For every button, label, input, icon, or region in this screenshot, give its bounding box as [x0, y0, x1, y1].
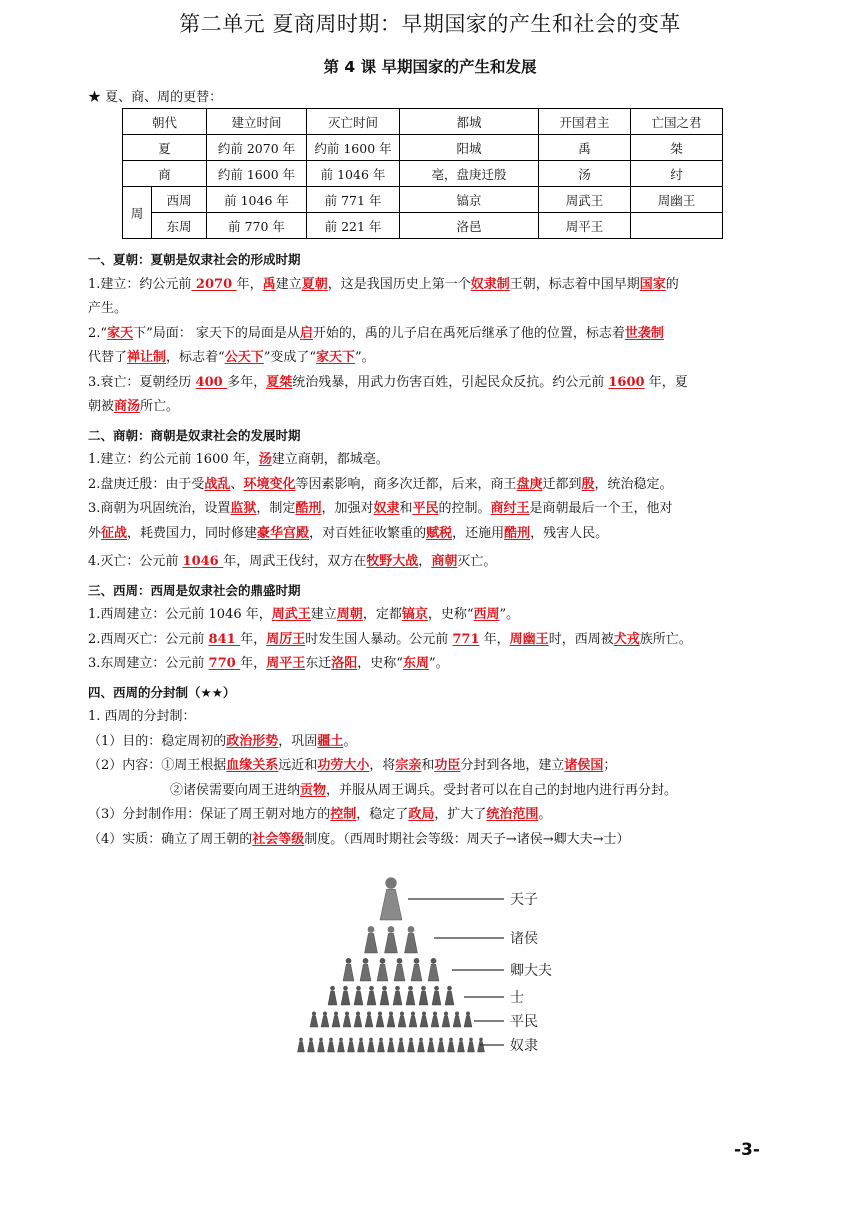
answer-term: 家天下: [316, 350, 356, 365]
note-text: ，还施用: [452, 525, 505, 541]
note-text: 3.东周建立：公元前: [88, 656, 209, 671]
note-text: ，对百姓征收繁重的: [309, 525, 427, 541]
note-text: ，残害人民。: [530, 525, 609, 541]
note-line: 产生。: [88, 301, 128, 316]
pyramid-figure: [458, 1038, 465, 1052]
pyramid-label-qingdafu: 卿大夫: [510, 963, 552, 979]
answer-term: 周厉王: [266, 631, 306, 647]
note-text: ，标志着“: [166, 350, 225, 365]
pyramid-figure: [394, 958, 405, 981]
note-text: 时发生国人暴动。公元前: [305, 631, 453, 647]
answer-term: 血缘关系: [226, 758, 279, 773]
section-heading-xizhou: 三、西周：西周是奴隶社会的鼎盛时期: [88, 582, 301, 598]
answer-term: 疆土: [317, 733, 344, 749]
answer-term: 奴隶: [373, 501, 400, 516]
note-text: 分封到各地，建立: [460, 758, 565, 773]
pyramid-figure: [321, 1011, 329, 1027]
table-cell: 约前 1600 年: [207, 161, 307, 187]
note-text: ，史称“: [427, 607, 474, 622]
answer-term: 洛阳: [331, 656, 358, 671]
section-heading-shang: 二、商朝：商朝是奴隶社会的发展时期: [88, 427, 301, 443]
table-cell: 阳城: [400, 135, 539, 161]
table-cell: 周武王: [539, 187, 631, 213]
answer-term: 世袭制: [624, 325, 664, 341]
note-line: [88, 322, 778, 347]
note-text: 制度。（西周时期社会等级：周天子→诸侯→卿大夫→士）: [304, 831, 630, 847]
table-header-cell: 都城: [400, 109, 539, 135]
pyramid-figure: [411, 958, 422, 981]
note-text: （1）目的：稳定周初的: [88, 733, 227, 749]
note-line: [88, 371, 778, 396]
dynasty-table: [122, 108, 723, 239]
pyramid-figure: [388, 1038, 395, 1052]
pyramid-label-pingmin: 平民: [510, 1014, 538, 1030]
unit-title: 第二单元 夏商周时期：早期国家的产生和社会的变革: [179, 12, 681, 36]
answer-term: 公天下: [224, 350, 264, 365]
note-text: ，加强对: [321, 501, 374, 516]
answer-term: 禅让制: [127, 350, 167, 365]
answer-term: 2070: [191, 276, 237, 292]
pyramid-figure: [419, 986, 428, 1005]
note-line: [88, 448, 778, 473]
pyramid-label-nuli: 奴隶: [510, 1038, 538, 1054]
pyramid-figure: [358, 1038, 365, 1052]
section-heading-fenfeng: 四、西周的分封制（★★）: [88, 684, 236, 700]
notes-content: [88, 244, 778, 852]
answer-term: 酷刑: [504, 525, 531, 541]
pyramid-figure: [360, 958, 371, 981]
note-text: 是商朝最后一个王，他对: [529, 501, 673, 516]
pyramid-figure: [442, 1011, 450, 1027]
table-cell: 约前 2070 年: [207, 135, 307, 161]
answer-term: 770: [208, 656, 241, 671]
pyramid-figure: [377, 958, 388, 981]
answer-term: 监狱: [230, 501, 257, 516]
pyramid-figure: [408, 1038, 415, 1052]
note-text: ”。: [355, 350, 375, 365]
note-line: [88, 522, 778, 547]
pyramid-figure: [420, 1011, 428, 1027]
note-line: [88, 473, 778, 498]
pyramid-figure: [385, 926, 398, 953]
pyramid-label-zhuhou: 诸侯: [510, 931, 538, 947]
answer-term: 启: [299, 325, 313, 341]
table-cell: 前 1046 年: [307, 161, 400, 187]
note-text: 年，: [479, 631, 510, 647]
note-text: 年，: [240, 656, 267, 671]
answer-term: 汤: [258, 452, 272, 467]
page-number: -3-: [734, 1140, 760, 1160]
pyramid-figure: [332, 1011, 340, 1027]
table-cell: [631, 213, 723, 239]
table-cell: 桀: [631, 135, 723, 161]
note-text: 。: [343, 733, 357, 749]
note-text: 开始的，禹的儿子启在禹死后继承了他的位置，标志着: [312, 325, 625, 341]
note-text: 年，: [236, 276, 263, 292]
pyramid-figure: [453, 1011, 461, 1027]
answer-term: 周朝: [336, 607, 363, 622]
answer-term: 贡物: [300, 782, 327, 798]
answer-term: 社会等级: [252, 831, 305, 847]
answer-term: 商纣王: [490, 501, 530, 516]
note-text: 和: [421, 758, 435, 773]
note-text: 灭亡。: [457, 554, 497, 569]
pyramid-figure: [354, 1011, 362, 1027]
note-text: （3）分封制作用：保证了周王朝对地方的: [88, 807, 331, 822]
note-text: 朝被: [88, 399, 115, 414]
pyramid-figure: [338, 1038, 345, 1052]
note-text: ，扩大了: [434, 807, 487, 822]
answer-term: 商朝: [431, 554, 458, 569]
note-text: 族所亡。: [639, 631, 692, 647]
table-header-cell: 开国君主: [539, 109, 631, 135]
pyramid-figure: [365, 1011, 373, 1027]
table-header-cell: 建立时间: [207, 109, 307, 135]
note-text: ，将: [369, 758, 396, 773]
note-text: 2.“: [88, 325, 108, 341]
note-text: ”。: [428, 656, 449, 671]
note-line: [88, 779, 778, 804]
pyramid-figure: [328, 1038, 335, 1052]
table-row-dongzhou: [123, 213, 723, 239]
note-line: [88, 652, 778, 677]
pyramid-figure: [376, 1011, 384, 1027]
answer-term: 豪华宫殿: [257, 525, 310, 541]
answer-term: 771: [452, 631, 480, 647]
note-text: 2.西周灭亡：公元前: [88, 631, 209, 647]
pyramid-figure: [341, 986, 350, 1005]
note-line: [88, 730, 778, 755]
note-text: 下”局面： 家天下的局面是从: [133, 325, 300, 341]
answer-term: 犬戎: [613, 631, 640, 647]
answer-term: 商汤: [114, 399, 141, 414]
note-text: ，: [418, 554, 432, 569]
answer-term: 周幽王: [509, 631, 549, 647]
pyramid-figure: [468, 1038, 475, 1052]
table-header-cell: 灭亡时间: [307, 109, 400, 135]
table-row-xia: [123, 135, 723, 161]
answer-term: 400: [195, 374, 228, 390]
answer-term: 1600: [608, 374, 645, 390]
pyramid-figure: [378, 1038, 385, 1052]
answer-term: 牧野大战: [366, 554, 419, 569]
answer-term: 功劳大小: [317, 758, 370, 773]
note-text: 多年，: [227, 374, 267, 390]
table-header-cell: 朝代: [123, 109, 207, 135]
table-cell: 东周: [152, 213, 207, 239]
pyramid-figure: [380, 877, 402, 920]
answer-term: 1046: [182, 554, 224, 569]
note-text: 。: [538, 807, 552, 822]
table-cell: 汤: [539, 161, 631, 187]
answer-term: 宗亲: [395, 758, 422, 773]
note-text: 外: [88, 525, 102, 541]
note-text: 1.建立：约公元前 1600 年，: [88, 452, 259, 467]
table-header-row: [123, 109, 723, 135]
note-text: 所亡。: [140, 399, 180, 414]
note-text: 1.西周建立：公元前 1046 年，: [88, 607, 272, 622]
note-text: 建立商朝，都城亳。: [271, 452, 389, 467]
answer-term: 镐京: [401, 607, 428, 622]
answer-term: 夏朝: [301, 276, 328, 292]
note-text: ，制定: [256, 501, 296, 516]
pyramid-figure: [445, 986, 454, 1005]
note-line: [88, 754, 778, 779]
note-text: ”。: [499, 607, 520, 622]
pyramid-label-shi: 士: [510, 990, 524, 1006]
note-text: 、: [230, 476, 244, 492]
note-line: [88, 628, 778, 653]
answer-term: 平民: [412, 501, 439, 516]
note-text: （2）内容：①周王根据: [88, 758, 227, 773]
table-cell: 周幽王: [631, 187, 723, 213]
pyramid-figure: [387, 1011, 395, 1027]
note-text: ②诸侯需要向周王进纳: [170, 782, 301, 798]
pyramid-figure: [405, 926, 418, 953]
note-text: ，并服从周王调兵。受封者可以在自己的封地内进行再分封。: [326, 782, 678, 798]
answer-term: 殷: [581, 476, 595, 492]
note-text: 的控制。: [438, 501, 491, 516]
note-text: ，耗费国力，同时修建: [127, 525, 258, 541]
pyramid-figure: [298, 1038, 305, 1052]
note-line: 1. 西周的分封制：: [88, 709, 196, 724]
answer-term: 控制: [330, 807, 357, 822]
pyramid-figure: [409, 1011, 417, 1027]
pyramid-figure: [418, 1038, 425, 1052]
answer-term: 诸侯国: [564, 758, 604, 773]
note-text: 迁都到: [542, 476, 582, 492]
table-cell: 禹: [539, 135, 631, 161]
section-heading-xia: 一、夏朝：夏朝是奴隶社会的形成时期: [88, 252, 301, 267]
table-cell: 约前 1600 年: [307, 135, 400, 161]
pyramid-figure: [406, 986, 415, 1005]
pyramid-label-tianzi: 天子: [510, 892, 538, 908]
answer-term: 国家: [639, 276, 666, 292]
pyramid-figure: [348, 1038, 355, 1052]
pyramid-figures: [298, 877, 485, 1052]
answer-term: 家天: [107, 325, 134, 341]
note-text: ，稳定了: [356, 807, 409, 822]
answer-term: 功臣: [434, 758, 461, 773]
pyramid-figure: [431, 1011, 439, 1027]
note-text: 2.盘庚迁殷：由于受: [88, 476, 205, 492]
answer-term: 盘庚: [516, 476, 543, 492]
pyramid-figure: [464, 1011, 472, 1027]
table-cell: 商: [123, 161, 207, 187]
note-text: 东迁: [305, 656, 332, 671]
note-text: 3.衰亡：夏朝经历: [88, 374, 196, 390]
note-line: [88, 273, 778, 298]
note-line: [88, 603, 778, 628]
note-text: 年，夏: [644, 374, 688, 390]
pyramid-figure: [368, 1038, 375, 1052]
note-text: 统治残暴，用武力伤害百姓，引起民众反抗。约公元前: [292, 374, 609, 390]
note-text: ，统治稳定。: [594, 476, 673, 492]
answer-term: 征战: [101, 525, 128, 541]
note-text: 年，周武王伐纣，双方在: [223, 554, 367, 569]
answer-term: 禹: [262, 276, 276, 292]
note-text: ，巩固: [278, 733, 318, 749]
pyramid-figure: [318, 1038, 325, 1052]
table-cell: 镐京: [400, 187, 539, 213]
pyramid-figure: [310, 1011, 318, 1027]
pyramid-figure: [398, 1038, 405, 1052]
note-line: [88, 395, 778, 420]
answer-term: 政局: [408, 807, 435, 822]
answer-term: 奴隶制: [470, 276, 510, 292]
note-text: ，定都: [362, 607, 402, 622]
answer-term: 841: [208, 631, 241, 647]
table-cell: 夏: [123, 135, 207, 161]
note-text: 代替了: [88, 350, 128, 365]
lesson-title: 第 4 课 早期国家的产生和发展: [323, 58, 537, 76]
table-cell: 周平王: [539, 213, 631, 239]
answer-term: 环境变化: [243, 476, 296, 492]
answer-term: 酷刑: [295, 501, 322, 516]
note-text: （4）实质：确立了周王朝的: [88, 831, 253, 847]
note-text: 和: [399, 501, 413, 516]
note-text: ，这是我国历史上第一个: [327, 276, 471, 292]
answer-term: 政治形势: [226, 733, 279, 749]
table-cell: 前 771 年: [307, 187, 400, 213]
pyramid-figure: [343, 958, 354, 981]
table-cell-zhou: 周: [123, 187, 152, 239]
note-line: [88, 550, 778, 575]
note-line: [88, 828, 778, 853]
pyramid-figure: [365, 926, 378, 953]
pyramid-figure: [328, 986, 337, 1005]
note-line: [88, 497, 778, 522]
answer-term: 统治范围: [486, 807, 539, 822]
note-text: ，史称“: [357, 656, 403, 671]
answer-term: 赋税: [426, 525, 453, 541]
table-cell: 西周: [152, 187, 207, 213]
note-text: 1.建立：约公元前: [88, 276, 192, 292]
dynasty-change-heading: ★ 夏、商、周的更替：: [88, 90, 223, 105]
note-text: 的: [665, 276, 679, 292]
note-text: ；: [603, 758, 617, 773]
pyramid-figure: [343, 1011, 351, 1027]
social-hierarchy-pyramid: [296, 870, 566, 1062]
note-line: [88, 346, 778, 371]
note-text: 王朝，标志着中国早期: [509, 276, 640, 292]
note-text: 等因素影响，商多次迁都，后来，商王: [295, 476, 517, 492]
pyramid-figure: [308, 1038, 315, 1052]
answer-term: 西周: [473, 607, 500, 622]
note-text: 年，: [240, 631, 267, 647]
note-text: 建立: [275, 276, 302, 292]
answer-term: 周武王: [271, 607, 311, 622]
pyramid-figure: [380, 986, 389, 1005]
table-row-xizhou: [123, 187, 723, 213]
note-text: 3.商朝为巩固统治，设置: [88, 501, 231, 516]
table-cell: 纣: [631, 161, 723, 187]
pyramid-figure: [354, 986, 363, 1005]
answer-term: 周平王: [266, 656, 306, 671]
pyramid-figure: [428, 958, 439, 981]
answer-term: 夏桀: [266, 374, 293, 390]
pyramid-figure: [448, 1038, 455, 1052]
note-line: [88, 803, 778, 828]
answer-term: 战乱: [204, 476, 231, 492]
table-cell: 前 221 年: [307, 213, 400, 239]
table-cell: 前 1046 年: [207, 187, 307, 213]
pyramid-figure: [367, 986, 376, 1005]
note-text: 建立: [310, 607, 337, 622]
table-header-cell: 亡国之君: [631, 109, 723, 135]
note-text: ”变成了“: [263, 350, 316, 365]
pyramid-figure: [432, 986, 441, 1005]
pyramid-figure: [398, 1011, 406, 1027]
table-cell: 洛邑: [400, 213, 539, 239]
answer-term: 东周: [402, 656, 429, 671]
pyramid-figure: [393, 986, 402, 1005]
table-cell: 亳，盘庚迁殷: [400, 161, 539, 187]
pyramid-figure: [438, 1038, 445, 1052]
note-text: 时，西周被: [548, 631, 614, 647]
table-row-shang: [123, 161, 723, 187]
pyramid-figure: [428, 1038, 435, 1052]
note-text: 远近和: [278, 758, 318, 773]
note-text: 4.灭亡：公元前: [88, 554, 183, 569]
table-cell: 前 770 年: [207, 213, 307, 239]
